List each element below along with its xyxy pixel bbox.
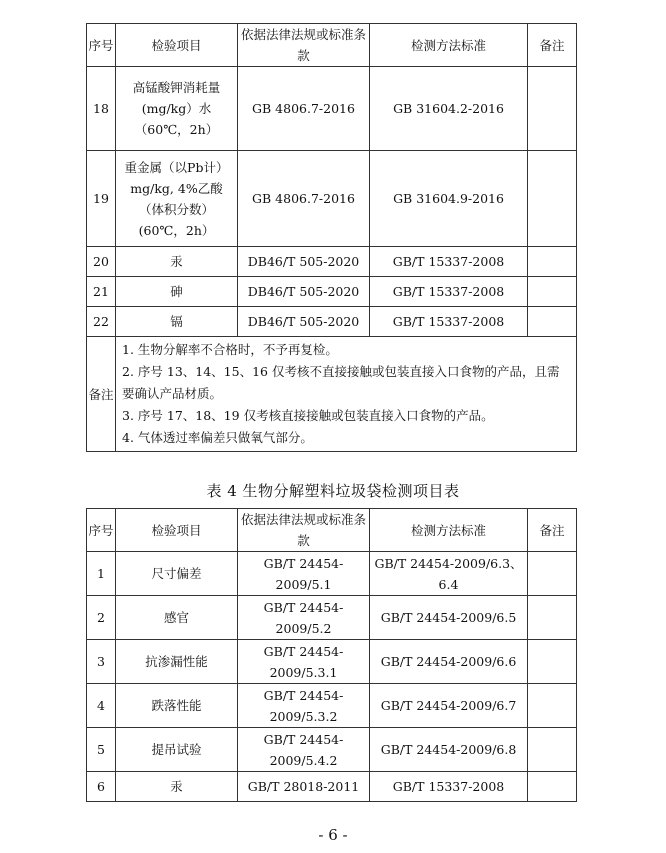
row-basis: GB/T 24454-2009/5.3.1 bbox=[238, 640, 370, 684]
table-header-row bbox=[87, 509, 577, 552]
row-no: 1 bbox=[87, 552, 116, 596]
header-no: 序号 bbox=[87, 509, 116, 552]
row-basis: GB/T 28018-2011 bbox=[238, 772, 370, 802]
row-remark bbox=[528, 728, 577, 772]
table-row bbox=[87, 307, 577, 337]
header-remark: 备注 bbox=[528, 24, 577, 67]
row-remark bbox=[528, 684, 577, 728]
row-no: 4 bbox=[87, 684, 116, 728]
table-row bbox=[87, 728, 577, 772]
table-row bbox=[87, 640, 577, 684]
row-basis: GB/T 24454-2009/5.3.2 bbox=[238, 684, 370, 728]
row-basis: GB/T 24454-2009/5.2 bbox=[238, 596, 370, 640]
row-item: 抗渗漏性能 bbox=[116, 640, 238, 684]
row-basis: DB46/T 505-2020 bbox=[238, 277, 370, 307]
row-method: GB/T 24454-2009/6.8 bbox=[370, 728, 528, 772]
header-basis: 依据法律法规或标准条款 bbox=[238, 509, 370, 552]
row-no: 3 bbox=[87, 640, 116, 684]
row-no: 20 bbox=[87, 247, 116, 277]
row-remark bbox=[528, 307, 577, 337]
row-method: GB/T 15337-2008 bbox=[370, 247, 528, 277]
row-remark bbox=[528, 247, 577, 277]
row-item: 砷 bbox=[116, 277, 238, 307]
row-item: 提吊试验 bbox=[116, 728, 238, 772]
table-row bbox=[87, 67, 577, 151]
row-remark bbox=[528, 151, 577, 247]
row-remark bbox=[528, 67, 577, 151]
row-no: 6 bbox=[87, 772, 116, 802]
inspection-table-continued bbox=[86, 23, 577, 452]
table-row bbox=[87, 552, 577, 596]
note-item: 2. 序号 13、14、15、16 仅考核不直接接触或包装直接入口食物的产品，且需要确认产品材质。 bbox=[122, 364, 560, 401]
notes-content bbox=[116, 337, 577, 452]
table-row bbox=[87, 151, 577, 247]
row-basis: GB/T 24454-2009/5.4.2 bbox=[238, 728, 370, 772]
note-item: 1. 生物分解率不合格时，不予再复检。 bbox=[122, 342, 338, 357]
row-method: GB/T 24454-2009/6.5 bbox=[370, 596, 528, 640]
row-basis: GB/T 24454-2009/5.1 bbox=[238, 552, 370, 596]
header-no: 序号 bbox=[87, 24, 116, 67]
row-no: 2 bbox=[87, 596, 116, 640]
table-row bbox=[87, 684, 577, 728]
row-remark bbox=[528, 640, 577, 684]
row-remark bbox=[528, 596, 577, 640]
row-remark bbox=[528, 552, 577, 596]
row-method: GB 31604.9-2016 bbox=[370, 151, 528, 247]
table-row bbox=[87, 277, 577, 307]
row-method: GB/T 15337-2008 bbox=[370, 277, 528, 307]
row-basis: GB 4806.7-2016 bbox=[238, 151, 370, 247]
header-method: 检测方法标准 bbox=[370, 24, 528, 67]
table-row bbox=[87, 596, 577, 640]
row-item: 汞 bbox=[116, 772, 238, 802]
row-basis: DB46/T 505-2020 bbox=[238, 307, 370, 337]
header-item: 检验项目 bbox=[116, 509, 238, 552]
table-row bbox=[87, 247, 577, 277]
row-no: 22 bbox=[87, 307, 116, 337]
row-item: 高锰酸钾消耗量(mg/kg）水（60℃，2h） bbox=[116, 67, 238, 151]
row-item: 重金属（以Pb计）mg/kg, 4%乙酸（体积分数）(60℃，2h） bbox=[116, 151, 238, 247]
row-basis: DB46/T 505-2020 bbox=[238, 247, 370, 277]
notes-label: 备注 bbox=[87, 337, 116, 452]
row-no: 19 bbox=[87, 151, 116, 247]
header-basis: 依据法律法规或标准条款 bbox=[238, 24, 370, 67]
row-method: GB/T 24454-2009/6.6 bbox=[370, 640, 528, 684]
row-item: 感官 bbox=[116, 596, 238, 640]
row-method: GB/T 15337-2008 bbox=[370, 772, 528, 802]
row-method: GB/T 15337-2008 bbox=[370, 307, 528, 337]
header-item: 检验项目 bbox=[116, 24, 238, 67]
row-item: 尺寸偏差 bbox=[116, 552, 238, 596]
row-item: 跌落性能 bbox=[116, 684, 238, 728]
header-method: 检测方法标准 bbox=[370, 509, 528, 552]
row-item: 汞 bbox=[116, 247, 238, 277]
row-basis: GB 4806.7-2016 bbox=[238, 67, 370, 151]
page-number: - 6 - bbox=[318, 826, 348, 844]
header-remark: 备注 bbox=[528, 509, 577, 552]
row-no: 21 bbox=[87, 277, 116, 307]
note-item: 3. 序号 17、18、19 仅考核直接接触或包装直接入口食物的产品。 bbox=[122, 408, 494, 423]
row-no: 5 bbox=[87, 728, 116, 772]
table-row bbox=[87, 772, 577, 802]
row-item: 镉 bbox=[116, 307, 238, 337]
table-header-row bbox=[87, 24, 577, 67]
row-method: GB 31604.2-2016 bbox=[370, 67, 528, 151]
row-method: GB/T 24454-2009/6.7 bbox=[370, 684, 528, 728]
note-item: 4. 气体透过率偏差只做氧气部分。 bbox=[122, 430, 313, 445]
garbage-bag-inspection-table bbox=[86, 508, 577, 802]
row-remark bbox=[528, 277, 577, 307]
row-no: 18 bbox=[87, 67, 116, 151]
row-remark bbox=[528, 772, 577, 802]
table-caption: 表 4 生物分解塑料垃圾袋检测项目表 bbox=[206, 482, 460, 500]
row-method: GB/T 24454-2009/6.3、6.4 bbox=[370, 552, 528, 596]
notes-row bbox=[87, 337, 577, 452]
